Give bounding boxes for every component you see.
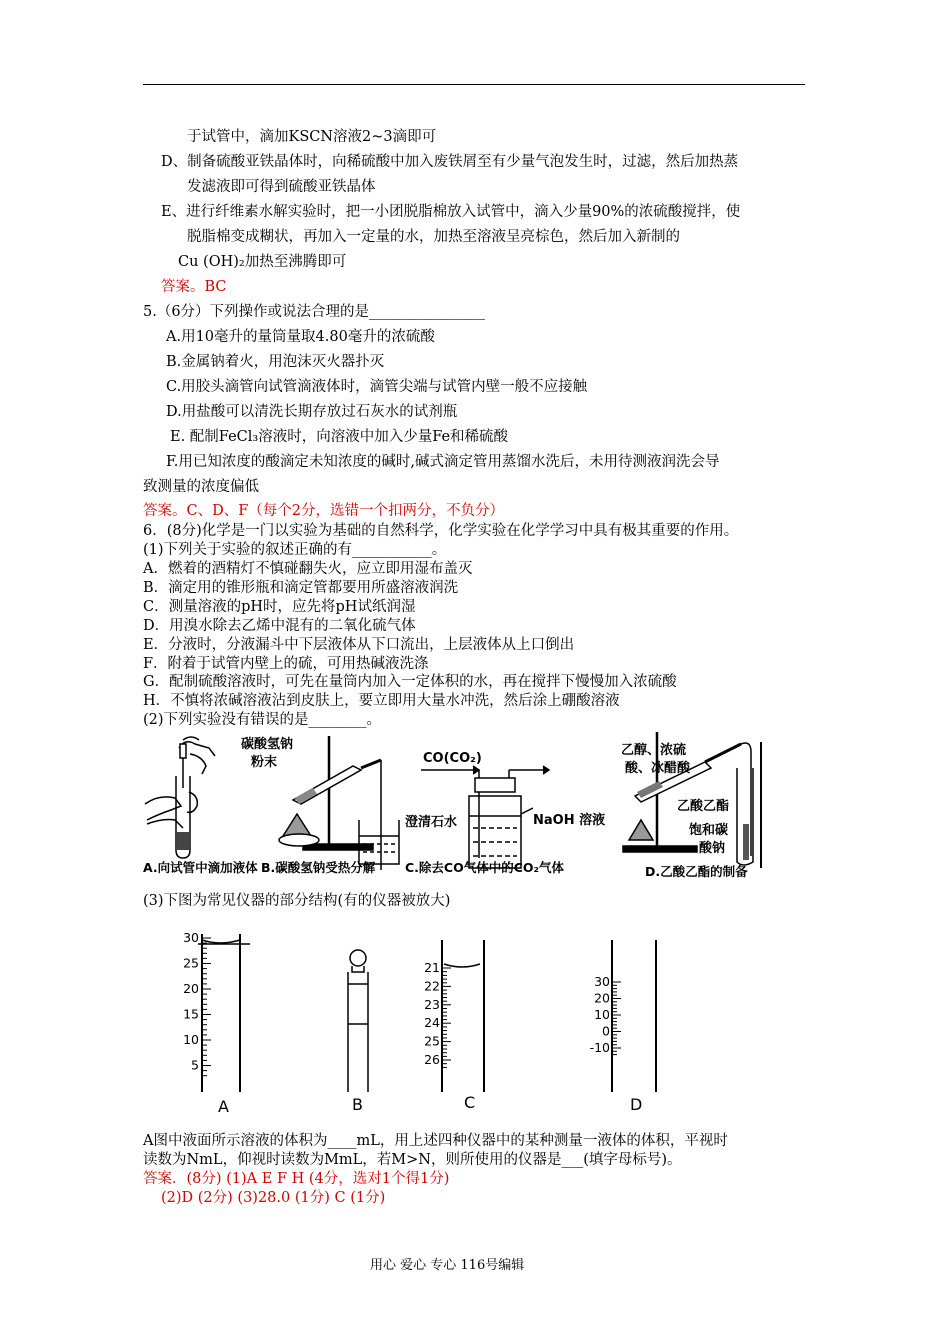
scale-tick-label: 0 xyxy=(602,1023,610,1039)
question-5: 5.（6分）下列操作或说法合理的是________________ xyxy=(143,304,486,320)
caption-d: D.乙酸乙酯的制备 xyxy=(645,864,748,879)
scale-tick-label: 21 xyxy=(424,960,440,975)
text-line: (1)下列关于实验的叙述正确的有___________。 xyxy=(143,542,447,558)
scale-tick-label: 5 xyxy=(191,1057,199,1073)
text-line: 发滤液即可得到硫酸亚铁晶体 xyxy=(187,179,376,195)
page-footer: 用心 爱心 专心 116号编辑 xyxy=(370,1258,525,1273)
option-line: H．不慎将浓碱溶液沾到皮肤上，要立即用大量水冲洗，然后涂上硼酸溶液 xyxy=(143,693,620,709)
caption-a: A.向试管中滴加液体 xyxy=(143,860,258,875)
text-line: 读数为NmL，仰视时读数为MmL，若M>N，则所使用的仪器是___(填字母标号)。 xyxy=(143,1152,682,1168)
apparatus-figure xyxy=(143,732,783,884)
scale-tick-label: 22 xyxy=(424,978,440,994)
instrument-label-c: C xyxy=(464,1093,476,1112)
answer-line: (2)D (2分) (3)28.0 (1分) C (1分) xyxy=(161,1190,386,1206)
question-6: 6．(8分)化学是一门以实验为基础的自然科学，化学实验在化学学习中具有极其重要的作用。 xyxy=(143,523,739,539)
instrument-b xyxy=(348,950,368,1092)
scale-tick-label: 23 xyxy=(424,996,440,1012)
label-limewater: 澄清石水 xyxy=(405,815,458,830)
answer-line: 答案。C、D、F（每个2分，选错一个扣两分，不负分） xyxy=(143,503,505,519)
label-acid: 酸、冰醋酸 xyxy=(625,761,691,776)
option-line: G．配制硫酸溶液时，可先在量筒内加入一定体积的水，再在搅拌下慢慢加入浓硫酸 xyxy=(143,674,677,690)
apparatus-b xyxy=(279,736,399,870)
instrument-figure xyxy=(170,924,690,1120)
label-nahco3: 碳酸氢钠 xyxy=(241,737,294,752)
option-line: F．附着于试管内壁上的硫，可用热碱液洗涤 xyxy=(143,656,429,672)
answer-line: 答案。BC xyxy=(161,279,227,295)
scale-tick-label: 20 xyxy=(183,981,199,996)
instrument-label-a: A xyxy=(218,1097,229,1116)
caption-c: C.除去CO气体中的CO₂气体 xyxy=(405,860,564,875)
label-carbonate: 酸钠 xyxy=(699,841,726,856)
scale-tick-label: 30 xyxy=(183,930,199,945)
instrument-label-b: B xyxy=(352,1095,363,1114)
option-line: A.用10毫升的量筒量取4.80毫升的浓硫酸 xyxy=(166,329,435,345)
scale-tick-label: 10 xyxy=(594,1007,610,1022)
text-line: Cu (OH)₂加热至沸腾即可 xyxy=(178,254,347,270)
text-line: E、进行纤维素水解实验时，把一小团脱脂棉放入试管中，滴入少量90%的浓硫酸搅拌，使 xyxy=(161,204,741,220)
instrument-d xyxy=(612,940,656,1092)
scale-tick-label: 26 xyxy=(424,1052,440,1067)
caption-b: B.碳酸氢钠受热分解 xyxy=(261,860,376,875)
label-powder: 粉末 xyxy=(251,755,278,770)
scale-tick-label: 20 xyxy=(594,990,610,1006)
text-line: (3)下图为常见仪器的部分结构(有的仪器被放大) xyxy=(143,893,451,909)
scale-tick-label: 15 xyxy=(183,1006,199,1022)
scale-tick-label: 25 xyxy=(183,955,199,971)
text-line: (2)下列实验没有错误的是________。 xyxy=(143,712,382,728)
instrument-label-d: D xyxy=(630,1095,643,1114)
text-line: 脱脂棉变成糊状，再加入一定量的水，加热至溶液呈亮棕色，然后加入新制的 xyxy=(187,229,680,245)
label-naoh: NaOH 溶液 xyxy=(533,813,606,828)
instrument-a xyxy=(198,934,250,1092)
option-line: E．分液时，分液漏斗中下层液体从下口流出，上层液体从上口倒出 xyxy=(143,637,575,653)
apparatus-a xyxy=(145,737,215,858)
scale-tick-label: 24 xyxy=(424,1015,440,1031)
header-rule xyxy=(143,84,805,85)
option-line: B．滴定用的锥形瓶和滴定管都要用所盛溶液润洗 xyxy=(143,580,459,596)
text-line: D、制备硫酸亚铁晶体时，向稀硫酸中加入废铁屑至有少量气泡发生时，过滤，然后加热蒸 xyxy=(161,154,739,170)
scale-tick-label: -10 xyxy=(589,1040,610,1055)
option-line: F.用已知浓度的酸滴定未知浓度的碱时,碱式滴定管用蒸馏水洗后，未用待测液润洗会导 xyxy=(166,454,720,470)
option-line: D．用溴水除去乙烯中混有的二氧化硫气体 xyxy=(143,618,416,634)
option-line: C．测量溶液的pH时，应先将pH试纸润湿 xyxy=(143,599,416,615)
option-line: B.金属钠着火，用泡沫灭火器扑灭 xyxy=(166,354,385,370)
scale-tick-label: 10 xyxy=(183,1032,199,1047)
answer-line: 答案．(8分) (1)A E F H (4分，选对1个得1分) xyxy=(143,1171,450,1187)
option-line: A．燃着的酒精灯不慎碰翻失火，应立即用湿布盖灭 xyxy=(143,561,473,577)
text-line: A图中液面所示溶液的体积为____mL，用上述四种仪器中的某种测量一液体的体积，平视时 xyxy=(143,1133,728,1149)
label-ethanol: 乙醇、浓硫 xyxy=(621,743,687,758)
instrument-c xyxy=(442,940,484,1092)
option-line: E. 配制FeCl₃溶液时，向溶液中加入少量Fe和稀硫酸 xyxy=(170,429,509,445)
label-ester: 乙酸乙酯 xyxy=(677,799,730,814)
label-saturated: 饱和碳 xyxy=(689,823,729,838)
option-line: D.用盐酸可以清洗长期存放过石灰水的试剂瓶 xyxy=(166,404,458,420)
scale-tick-label: 25 xyxy=(424,1033,440,1049)
option-line: 致测量的浓度偏低 xyxy=(143,479,259,495)
text-line: 于试管中，滴加KSCN溶液2~3滴即可 xyxy=(187,129,437,145)
label-co-co2: CO(CO₂) xyxy=(423,751,482,766)
scale-tick-label: 30 xyxy=(594,974,610,989)
option-line: C.用胶头滴管向试管滴液体时，滴管尖端与试管内壁一般不应接触 xyxy=(166,379,588,395)
